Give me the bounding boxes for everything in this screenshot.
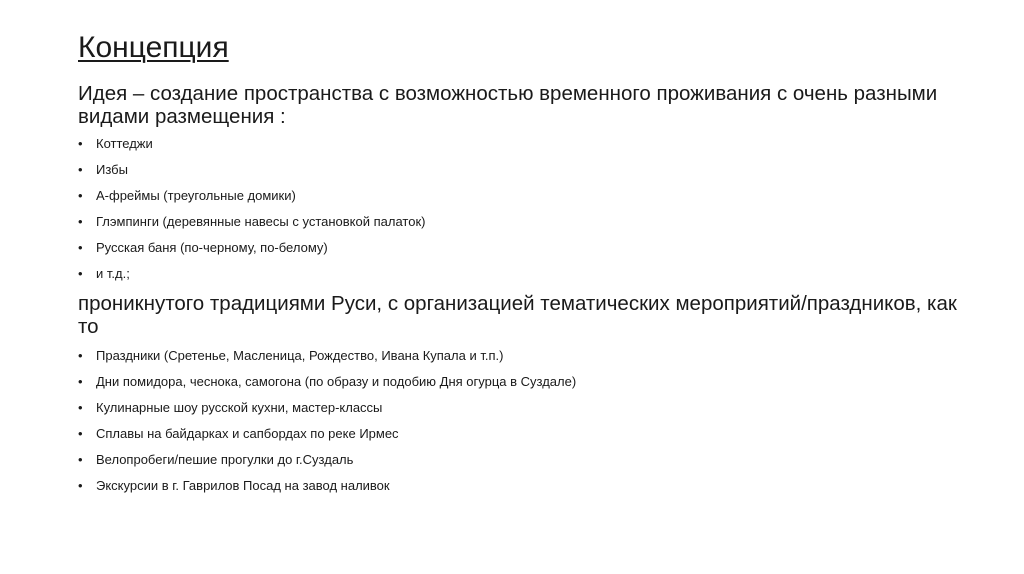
bullet-icon: • [78,348,83,363]
list-item-text: Глэмпинги (деревянные навесы с установкой палаток) [96,214,426,229]
list-item-text: Экскурсии в г. Гаврилов Посад на завод наливок [96,478,390,493]
bullet-icon: • [78,452,83,467]
list-item [78,162,958,177]
bullet-icon: • [78,136,83,151]
bullet-icon: • [78,214,83,229]
list-item-text: Русская баня (по-черному, по-белому) [96,240,328,255]
bullet-icon: • [78,426,83,441]
list-item [78,266,958,281]
list-item-text: и т.д.; [96,266,130,281]
accommodation-list [78,136,958,281]
list-item-text: Избы [96,162,128,177]
slide-content [78,82,958,504]
list-item-text: Дни помидора, чеснока, самогона (по образу и подобию Дня огурца в Суздале) [96,374,577,389]
list-item [78,214,958,229]
bullet-icon: • [78,374,83,389]
bullet-icon: • [78,162,83,177]
intro-paragraph: Идея – создание пространства с возможностью временного проживания с очень разными видами размещения : [78,82,938,128]
bullet-icon: • [78,188,83,203]
bullet-icon: • [78,266,83,281]
list-item-text: А-фреймы (треугольные домики) [96,188,296,203]
bullet-icon: • [78,478,83,493]
tradition-paragraph: проникнутого традициями Руси, с организацией тематических мероприятий/праздников, как то [78,292,957,338]
slide-title: Концепция [78,31,229,64]
list-item-text: Коттеджи [96,136,153,151]
events-list [78,348,958,493]
list-item-text: Праздники (Сретенье, Масленица, Рождество, Ивана Купала и т.п.) [96,348,504,363]
list-item [78,240,958,255]
list-item [78,188,958,203]
list-item [78,374,958,389]
list-item-text: Сплавы на байдарках и сапбордах по реке Ирмес [96,426,399,441]
bullet-icon: • [78,400,83,415]
list-item [78,400,958,415]
list-item [78,136,958,151]
list-item [78,426,958,441]
list-item [78,348,958,363]
bullet-icon: • [78,240,83,255]
list-item-text: Велопробеги/пешие прогулки до г.Суздаль [96,452,354,467]
list-item [78,478,958,493]
list-item-text: Кулинарные шоу русской кухни, мастер-классы [96,400,383,415]
list-item [78,452,958,467]
